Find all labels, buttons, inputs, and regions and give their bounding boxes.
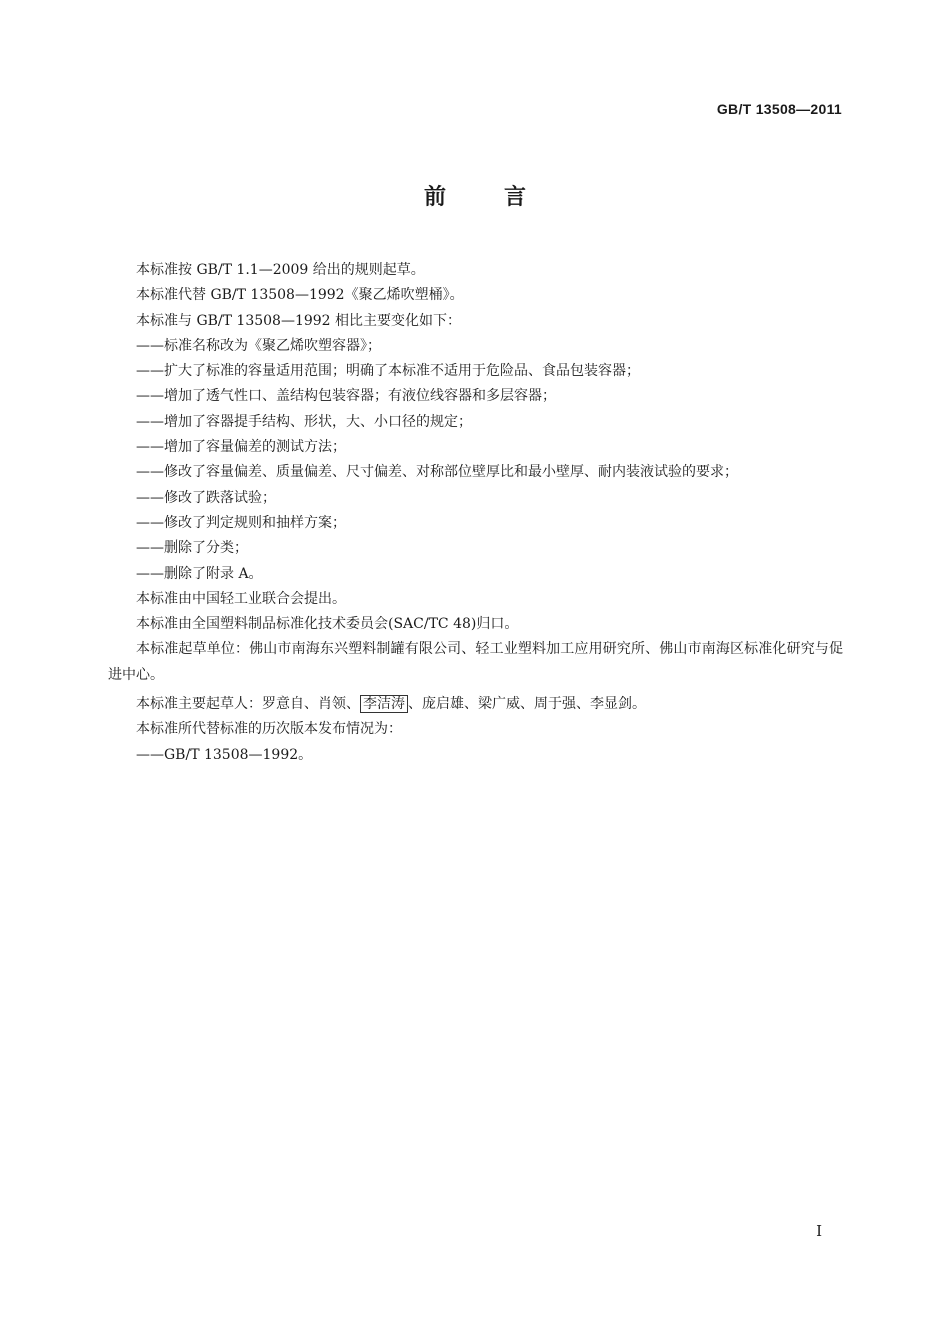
paragraph-drafting-units: 本标准起草单位：佛山市南海东兴塑料制罐有限公司、轻工业塑料加工应用研究所、佛山市南海区标准化研究与促进中心。 [108, 641, 843, 683]
change-item: ——删除了附录 A。 [136, 565, 263, 582]
paragraph-drafters [108, 692, 843, 717]
paragraph-history-intro: 本标准所代替标准的历次版本发布情况为： [136, 721, 402, 738]
change-item: ——修改了判定规则和抽样方案； [136, 514, 346, 531]
change-item: ——增加了透气性口、盖结构包装容器；有液位线容器和多层容器； [136, 388, 556, 405]
drafters-suffix: 、庞启雄、梁广威、周于强、李显剑。 [408, 696, 646, 713]
paragraph-managed-by: 本标准由全国塑料制品标准化技术委员会(SAC/TC 48)归口。 [136, 616, 519, 633]
preface-content [108, 258, 843, 768]
paragraph-drafting-rules: 本标准按 GB/T 1.1—2009 给出的规则起草。 [136, 262, 425, 278]
change-item: ——扩大了标准的容量适用范围；明确了本标准不适用于危险品、食品包装容器； [136, 363, 640, 380]
change-item: ——标准名称改为《聚乙烯吹塑容器》； [136, 337, 381, 354]
page-title: 前言 [423, 185, 584, 210]
page-number: I [816, 1222, 822, 1240]
boxed-drafter-name: 李洁涛 [360, 695, 408, 713]
change-item: ——增加了容器提手结构、形状，大、小口径的规定； [136, 413, 472, 430]
paragraph-replaces: 本标准代替 GB/T 13508—1992《聚乙烯吹塑桶》。 [136, 287, 464, 304]
paragraph-proposed-by: 本标准由中国轻工业联合会提出。 [136, 590, 346, 607]
change-item: ——增加了容量偏差的测试方法； [136, 439, 346, 456]
drafters-prefix: 本标准主要起草人：罗意自、肖领、 [136, 696, 360, 713]
paragraph-changes-intro: 本标准与 GB/T 13508—1992 相比主要变化如下： [136, 312, 462, 329]
change-item: ——删除了分类； [136, 540, 248, 557]
history-item: ——GB/T 13508—1992。 [136, 746, 313, 763]
change-item: ——修改了跌落试验； [136, 489, 276, 506]
change-item: ——修改了容量偏差、质量偏差、尺寸偏差、对称部位壁厚比和最小壁厚、耐内装液试验的要求； [136, 464, 738, 481]
standard-code: GB/T 13508—2011 [716, 101, 842, 117]
